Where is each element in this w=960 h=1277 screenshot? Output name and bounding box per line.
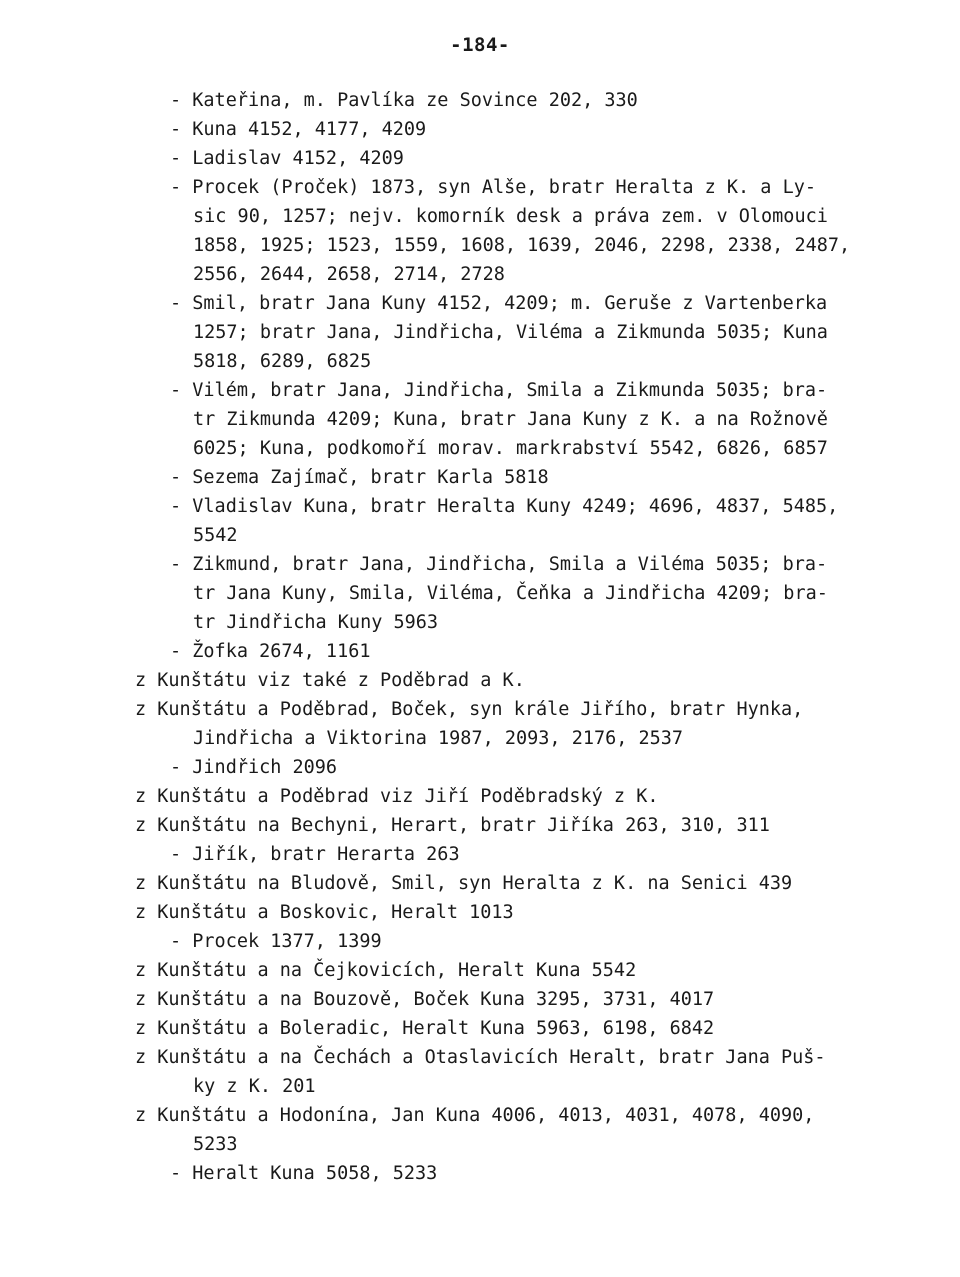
entry-line: - Procek 1377, 1399 [170, 931, 382, 952]
entry-line: - Jindřich 2096 [170, 757, 338, 778]
index-subentry [0, 115, 960, 144]
entry-line: z Kunštátu na Bechyni, Herart, bratr Jiříka 263, 310, 311 [135, 815, 770, 836]
entry-line: z Kunštátu na Bludově, Smil, syn Heralta z K. na Senici 439 [135, 873, 793, 894]
index-entry [0, 811, 960, 840]
entry-line: - Kuna 4152, 4177, 4209 [170, 119, 427, 140]
entry-line: tr Zikmunda 4209; Kuna, bratr Jana Kuny z K. a na Rožnově [193, 409, 828, 430]
entry-line: z Kunštátu a Poděbrad, Boček, syn krále Jiřího, bratr Hynka, [135, 699, 804, 720]
index-entry [0, 666, 960, 695]
index-subentry [0, 463, 960, 492]
index-subentry [0, 1159, 960, 1188]
entry-line: sic 90, 1257; nejv. komorník desk a práva zem. v Olomouci [193, 206, 828, 227]
index-subentry [0, 637, 960, 666]
entry-line: z Kunštátu a Boleradic, Heralt Kuna 5963, 6198, 6842 [135, 1018, 715, 1039]
index-entry [0, 1101, 960, 1159]
index-subentry [0, 376, 960, 463]
index-subentry [0, 492, 960, 550]
entry-line: - Heralt Kuna 5058, 5233 [170, 1163, 438, 1184]
entry-line: 5818, 6289, 6825 [193, 351, 372, 372]
index-entry [0, 869, 960, 898]
entry-line: ky z K. 201 [193, 1076, 316, 1097]
entry-line: z Kunštátu a Poděbrad viz Jiří Poděbradský z K. [135, 786, 659, 807]
index-subentry [0, 86, 960, 115]
index-entry [0, 1014, 960, 1043]
index-subentry [0, 840, 960, 869]
entry-line: - Sezema Zajímač, bratr Karla 5818 [170, 467, 549, 488]
entry-line: 6025; Kuna, podkomoří morav. markrabství 5542, 6826, 6857 [193, 438, 828, 459]
entry-line: z Kunštátu viz také z Poděbrad a K. [135, 670, 525, 691]
entry-line: - Procek (Proček) 1873, syn Alše, bratr Heralta z K. a Ly- [170, 177, 817, 198]
index-subentry [0, 550, 960, 637]
entry-line: 1858, 1925; 1523, 1559, 1608, 1639, 2046, 2298, 2338, 2487, [193, 235, 851, 256]
index-subentry [0, 753, 960, 782]
entry-line: - Vilém, bratr Jana, Jindřicha, Smila a Zikmunda 5035; bra- [170, 380, 828, 401]
entry-line: - Smil, bratr Jana Kuny 4152, 4209; m. Geruše z Vartenberka [170, 293, 828, 314]
entry-line: z Kunštátu a na Čejkovicích, Heralt Kuna 5542 [135, 960, 637, 981]
index-entry [0, 985, 960, 1014]
index-entry [0, 1043, 960, 1101]
entry-line: - Zikmund, bratr Jana, Jindřicha, Smila a Viléma 5035; bra- [170, 554, 828, 575]
entry-line: tr Jindřicha Kuny 5963 [193, 612, 439, 633]
entry-line: Jindřicha a Viktorina 1987, 2093, 2176, 2537 [193, 728, 684, 749]
entry-line: - Žofka 2674, 1161 [170, 641, 371, 662]
index-subentry [0, 927, 960, 956]
entry-line: 5542 [193, 525, 238, 546]
entry-line: - Kateřina, m. Pavlíka ze Sovince 202, 330 [170, 90, 638, 111]
entry-line: z Kunštátu a Boskovic, Heralt 1013 [135, 902, 514, 923]
index-subentry [0, 289, 960, 376]
entry-line: 1257; bratr Jana, Jindřicha, Viléma a Zikmunda 5035; Kuna [193, 322, 828, 343]
entry-line: - Jiřík, bratr Herarta 263 [170, 844, 460, 865]
entry-line: 5233 [193, 1134, 238, 1155]
entry-line: z Kunštátu a na Čechách a Otaslavicích Heralt, bratr Jana Puš- [135, 1047, 826, 1068]
entry-line: z Kunštátu a Hodonína, Jan Kuna 4006, 4013, 4031, 4078, 4090, [135, 1105, 815, 1126]
entry-line: 2556, 2644, 2658, 2714, 2728 [193, 264, 505, 285]
index-entry [0, 782, 960, 811]
index-entries [0, 86, 960, 1188]
page-number: -184- [450, 34, 510, 56]
index-entry [0, 898, 960, 927]
index-subentry [0, 144, 960, 173]
entry-line: tr Jana Kuny, Smila, Viléma, Čeňka a Jindřicha 4209; bra- [193, 583, 828, 604]
index-subentry [0, 173, 960, 289]
entry-line: - Vladislav Kuna, bratr Heralta Kuny 4249; 4696, 4837, 5485, [170, 496, 839, 517]
index-entry [0, 695, 960, 753]
index-entry [0, 956, 960, 985]
entry-line: z Kunštátu a na Bouzově, Boček Kuna 3295, 3731, 4017 [135, 989, 715, 1010]
entry-line: - Ladislav 4152, 4209 [170, 148, 404, 169]
